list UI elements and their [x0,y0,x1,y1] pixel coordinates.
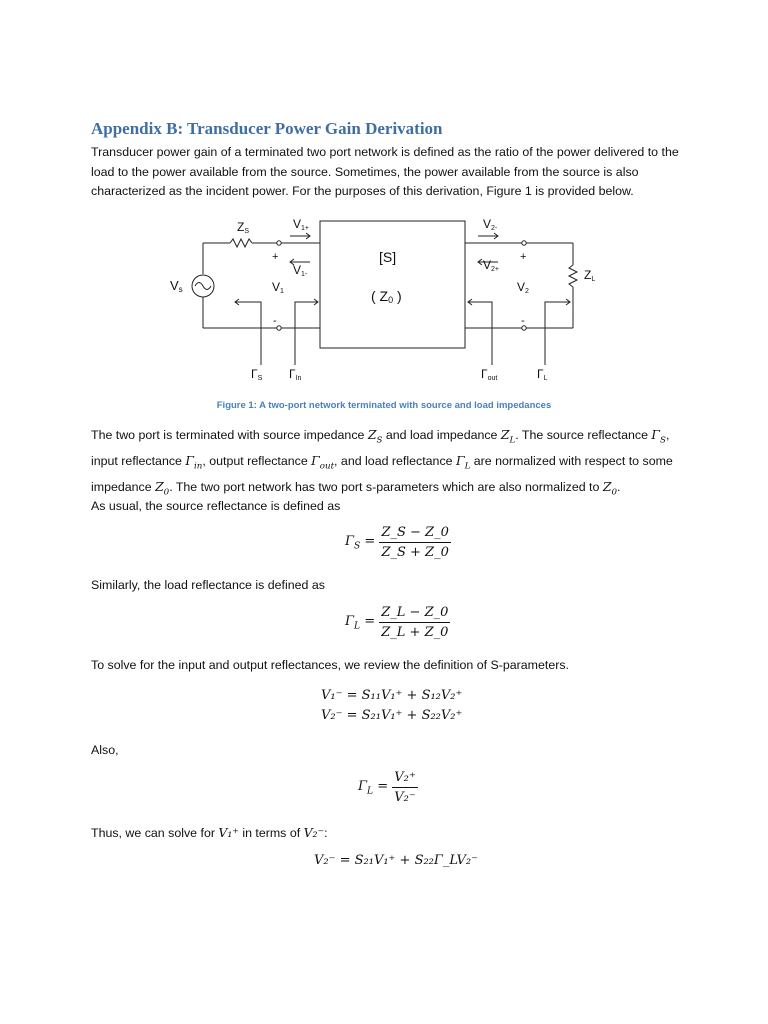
gamma-out-arrow [468,302,492,365]
s-parameter-box [320,221,465,348]
vs-label: Vs [170,278,183,294]
zl-symbol: $Z_L$ [500,427,516,446]
two-port-network-figure [150,212,610,387]
termination-paragraph: The two port is terminated with source impedance $Z_S$ and load impedance $Z_L$. The source reflectance $\Gamma_S$, input reflectance $\Gamma_{in}$, output reflectance $\Gamma_{out}$, and load reflectance $\Gamma_L$ are normalized with respect to some impedance $Z_0$. The two port network has two port s-parameters which are also normalized to $Z_0$. [91,427,673,498]
port2-plus-sign: + [520,251,527,263]
z0-label: ( Z0 ) [371,288,402,305]
section-title: Appendix B: Transducer Power Gain Derivation [91,119,443,138]
equation-gamma-l: $\Gamma_L$ = $\frac{Z\_L - Z\_0}{Z\_L + Z\_0}$ [345,605,449,640]
source-sine [195,283,211,290]
port1-bottom-terminal [277,326,281,330]
equation-gamma-l-voltage: $\Gamma_L$ = $\frac{\text{V₂⁺}}{\text{V₂⁻}}$ [358,770,416,805]
zs-label: ZS [237,220,250,235]
gamma-in-arrow [295,302,318,365]
gamma-out-symbol: $\Gamma_{out}$ [311,452,335,472]
load-reflectance-text: Similarly, the load reflectance is defined as [91,578,325,592]
equation-v2-minus: V₂⁻ = S₂₁V₁⁺ + S₂₂V₂⁺ [321,708,463,723]
v1-plus-symbol: V₁⁺ [218,825,239,840]
port1-plus-sign: + [272,251,279,263]
source-resistor [230,239,252,247]
z0-symbol: $Z_0$ [155,478,170,498]
gamma-s-label: ΓS [251,367,263,382]
v2-plus-label: V2+ [483,258,499,273]
gamma-s-symbol: $\Gamma_S$ [651,427,666,446]
gamma-in-label: ΓIn [289,367,302,382]
s-matrix-label: [S] [379,249,397,265]
thus-text: Thus, we can solve for V₁⁺ in terms of V₂⁻: [91,825,328,840]
zs-symbol: $Z_S$ [367,427,383,446]
equation-v2-minus-solved: V₂⁻ = S₂₁V₁⁺ + S₂₂Γ_LV₂⁻ [314,853,478,868]
gamma-out-label: Γout [481,367,498,382]
gamma-l-arrow [545,302,570,365]
intro-paragraph: Transducer power gain of a terminated two port network is defined as the ratio of the power delivered to the load to the power available from the source. Sometimes, the power available from the source is also characterized as the incident power. For the purposes of this derivation, Figure 1 is provided below. [91,145,679,198]
port2-minus-sign: - [521,315,525,327]
source-reflectance-text: As usual, the source reflectance is defined as [91,499,341,513]
v2-minus-symbol: V₂⁻ [303,825,325,840]
gamma-l-label: ΓL [537,367,548,382]
port1-top-terminal [277,241,281,245]
equation-v1-minus: V₁⁻ = S₁₁V₁⁺ + S₁₂V₂⁺ [321,688,463,703]
v2-label: V2 [517,280,529,295]
v2-minus-label: V2- [483,217,498,232]
z0-symbol-2: $Z_0$ [602,478,617,498]
port2-top-terminal [522,241,526,245]
v1-minus-label: V1- [293,263,308,278]
figure-caption: Figure 1: A two-port network terminated with source and load impedances [216,400,552,411]
zl-label: ZL [584,268,596,283]
load-resistor [569,265,577,287]
equation-gamma-s: $\Gamma_S$ = $\frac{Z\_S - Z\_0}{Z\_S + Z\_0}$ [345,525,449,560]
v1-label: V1 [272,280,284,295]
gamma-s-arrow [235,302,261,365]
also-text: Also, [91,743,119,757]
port1-minus-sign: - [273,315,277,327]
v1-plus-label: V1+ [293,217,309,232]
s-parameters-text: To solve for the input and output reflectances, we review the definition of S-parameters. [91,658,569,672]
gamma-l-symbol: $\Gamma_L$ [455,452,471,472]
gamma-in-symbol: $\Gamma_{in}$ [185,452,203,472]
